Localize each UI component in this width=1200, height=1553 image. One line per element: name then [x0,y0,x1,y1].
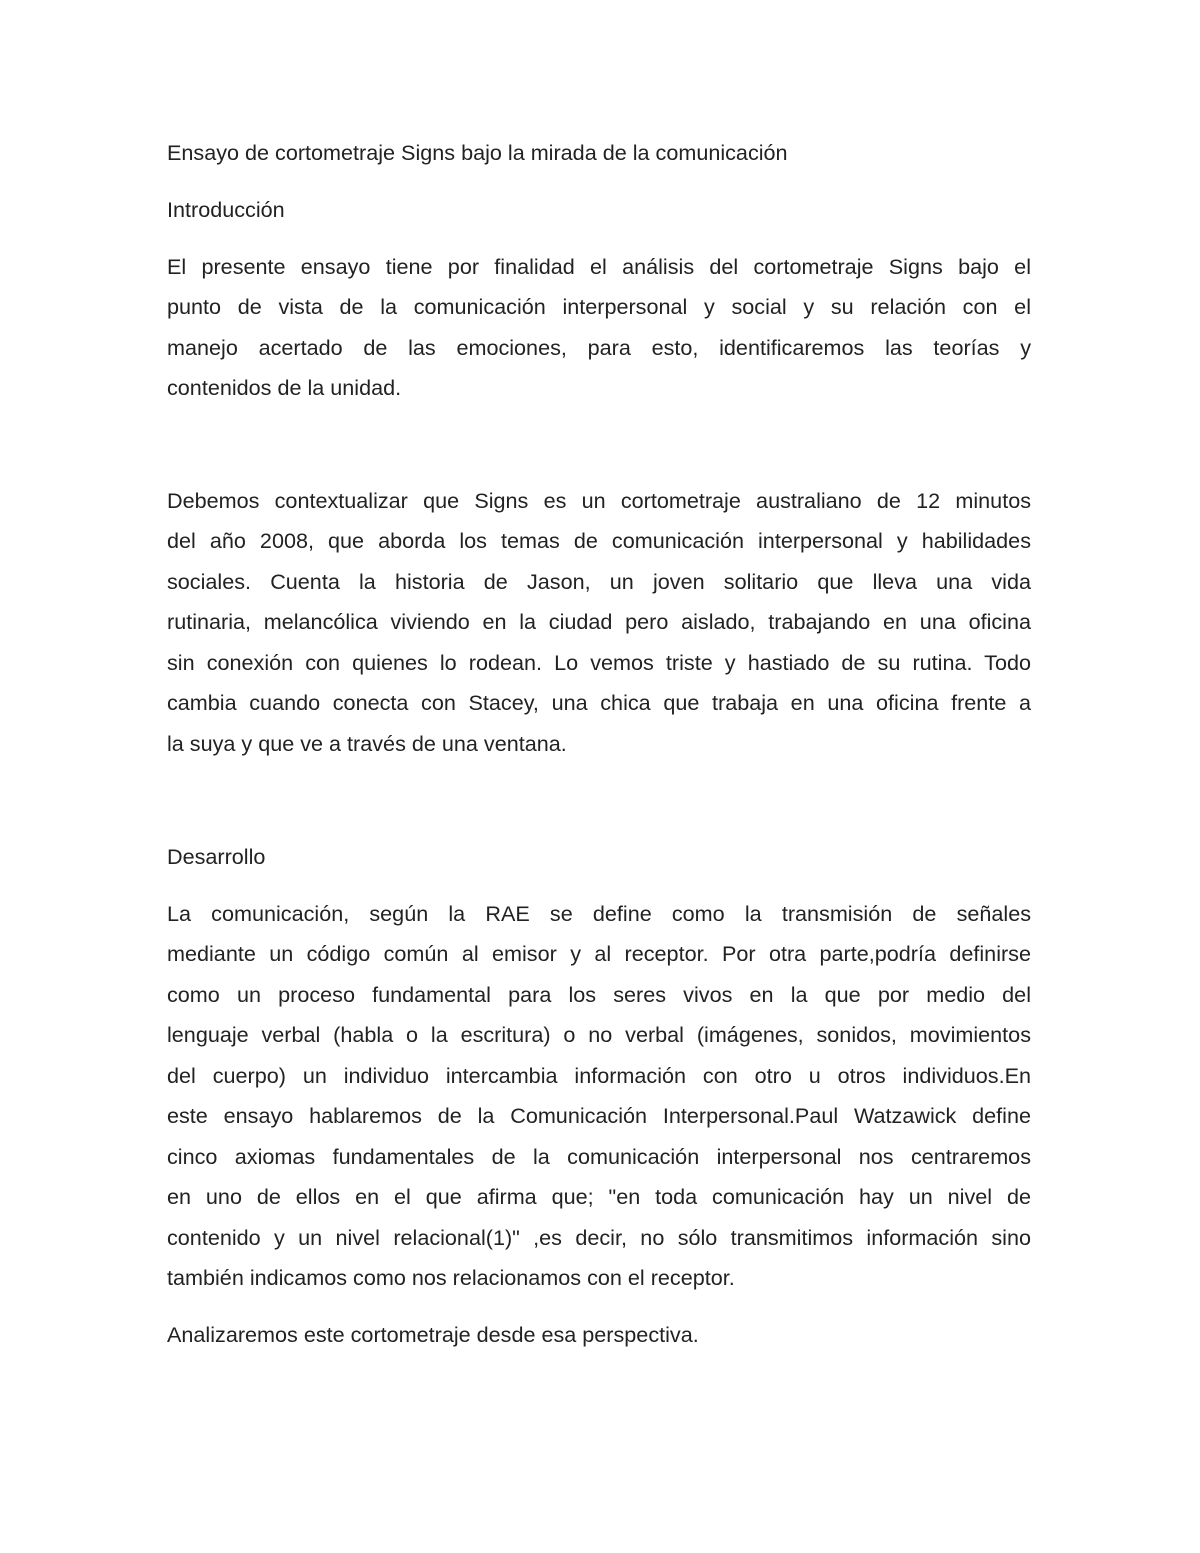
paragraph-line: este ensayo hablaremos de la Comunicación Interpersonal.Paul Watzawick define [167,1103,1031,1128]
paragraph-line: cinco axiomas fundamentales de la comunicación interpersonal nos centraremos [167,1144,1031,1169]
paragraph-line: rutinaria, melancólica viviendo en la ciudad pero aislado, trabajando en una oficina [167,609,1031,634]
paragraph-line: sociales. Cuenta la historia de Jason, un joven solitario que lleva una vida [167,569,1031,594]
paragraph-line: también indicamos como nos relacionamos con el receptor. [167,1265,735,1290]
paragraph-line: punto de vista de la comunicación interpersonal y social y su relación con el [167,294,1031,319]
paragraph-line: El presente ensayo tiene por finalidad el análisis del cortometraje Signs bajo el [167,254,1031,279]
closing-sentence: Analizaremos este cortometraje desde esa perspectiva. [167,1322,699,1347]
paragraph-line: La comunicación, según la RAE se define como la transmisión de señales [167,901,1031,926]
paragraph-line: contenidos de la unidad. [167,375,402,400]
paragraph-line: del año 2008, que aborda los temas de comunicación interpersonal y habilidades [167,528,1031,553]
paragraph-line: la suya y que ve a través de una ventana. [167,731,567,756]
heading-desarrollo: Desarrollo [167,844,266,869]
paragraph-line: del cuerpo) un individuo intercambia información con otro u otros individuos.En [167,1063,1031,1088]
paragraph-line: cambia cuando conecta con Stacey, una chica que trabaja en una oficina frente a [167,690,1031,715]
paragraph-line: sin conexión con quienes lo rodean. Lo vemos triste y hastiado de su rutina. Todo [167,650,1031,675]
paragraph-line: mediante un código común al emisor y al receptor. Por otra parte,podría definirse [167,941,1031,966]
document-title: Ensayo de cortometraje Signs bajo la mirada de la comunicación [167,140,788,165]
paragraph-line: manejo acertado de las emociones, para esto, identificaremos las teorías y [167,335,1031,360]
paragraph-line: lenguaje verbal (habla o la escritura) o no verbal (imágenes, sonidos, movimientos [167,1022,1031,1047]
paragraph-line: en uno de ellos en el que afirma que; "en toda comunicación hay un nivel de [167,1184,1031,1209]
heading-introduccion: Introducción [167,197,285,222]
paragraph-line: Debemos contextualizar que Signs es un cortometraje australiano de 12 minutos [167,488,1031,513]
paragraph-line: como un proceso fundamental para los seres vivos en la que por medio del [167,982,1031,1007]
paragraph-line: contenido y un nivel relacional(1)" ,es decir, no sólo transmitimos información sino [167,1225,1031,1250]
